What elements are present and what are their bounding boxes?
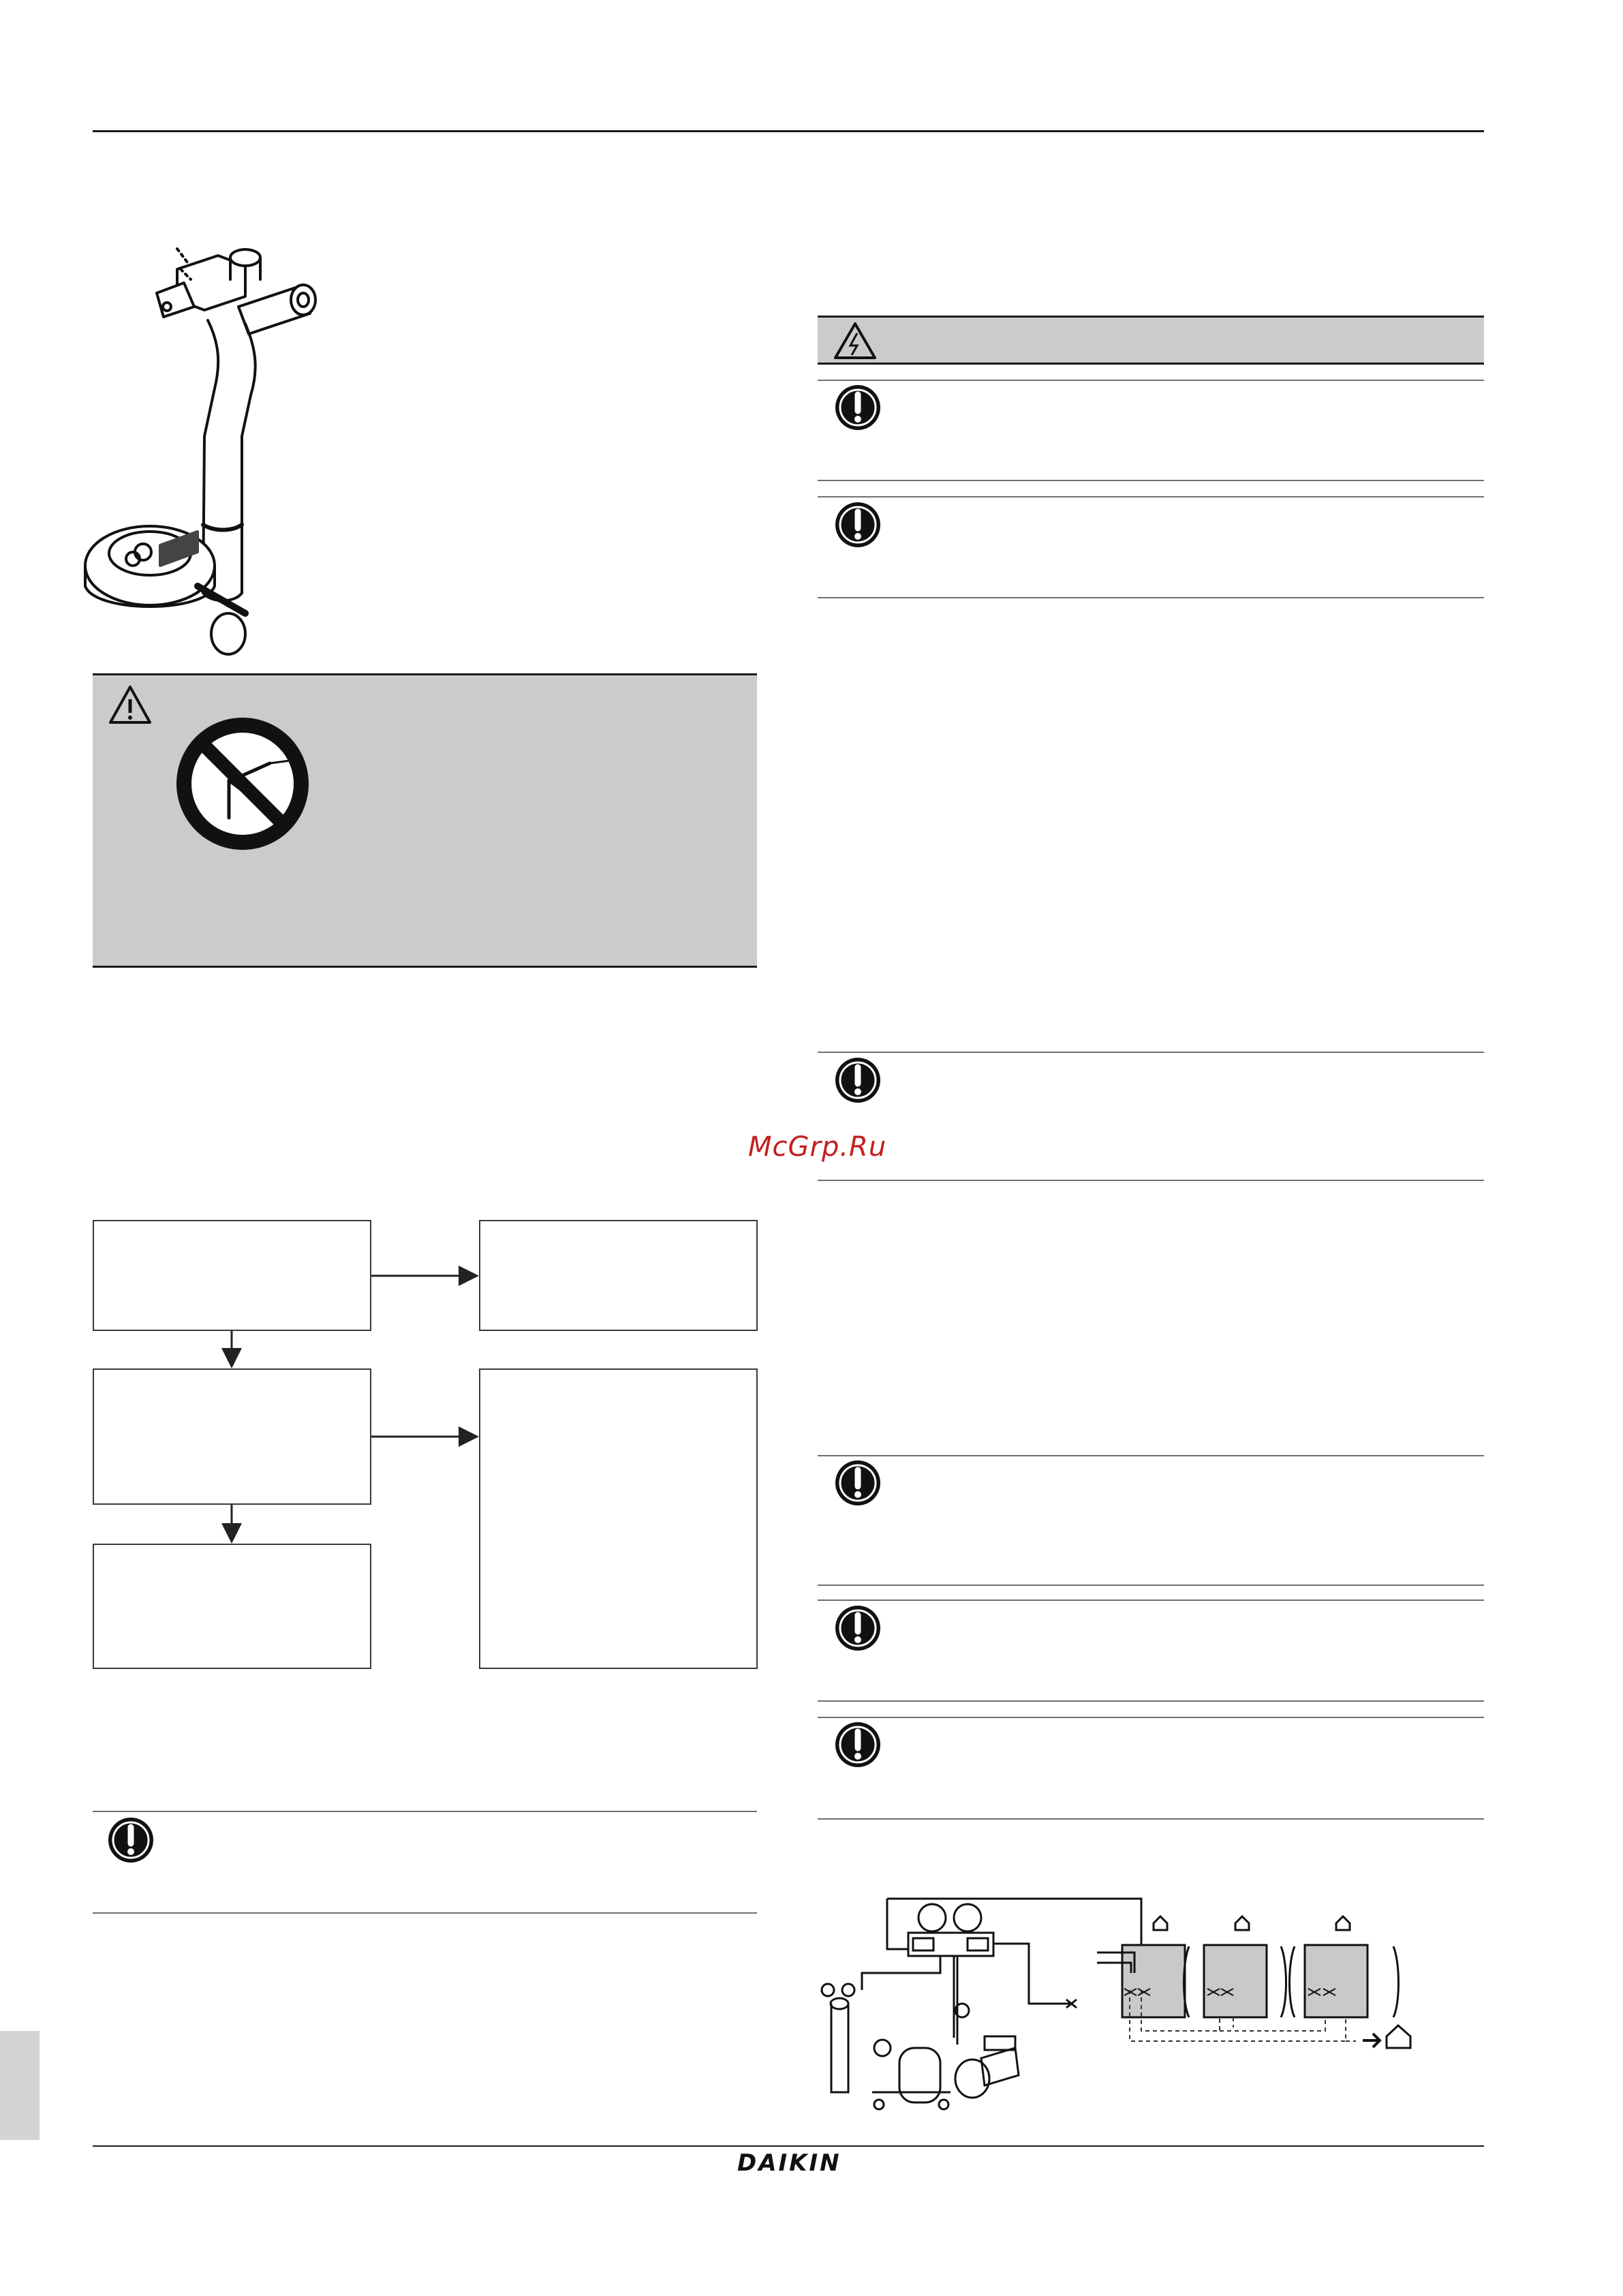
- notice-rule-4-bottom: [818, 1585, 1484, 1586]
- notice-rule-2-bottom: [818, 597, 1484, 598]
- notice-rule-1-bottom: [818, 480, 1484, 481]
- left-notice-rule-top: [93, 1811, 757, 1812]
- notice-exclamation-icon: [834, 1604, 882, 1652]
- notice-rule-6-top: [818, 1717, 1484, 1718]
- notice-exclamation-icon: [834, 1721, 882, 1769]
- notice-exclamation-icon: [107, 1816, 155, 1864]
- notice-rule-3-bottom: [818, 1180, 1484, 1181]
- notice-exclamation-icon: [834, 384, 882, 431]
- recovery-system-diagram: [811, 1888, 1451, 2113]
- hazard-bar-bottom-rule: [818, 363, 1484, 365]
- hazard-bar-top-rule: [818, 316, 1484, 318]
- notice-rule-6-bottom: [818, 1818, 1484, 1820]
- electrical-hazard-bar: [818, 316, 1484, 365]
- footer-rule: [93, 2145, 1484, 2147]
- notice-exclamation-icon: [834, 1056, 882, 1104]
- left-notice-rule-bottom: [93, 1912, 757, 1914]
- daikin-logo: DAIKIN: [737, 2149, 841, 2177]
- notice-rule-5-bottom: [818, 1700, 1484, 1702]
- watermark: McGrp.Ru: [748, 1131, 887, 1163]
- notice-rule-4-top: [818, 1455, 1484, 1456]
- notice-rule-5-top: [818, 1599, 1484, 1601]
- electrical-hazard-icon: [833, 321, 878, 361]
- notice-exclamation-icon: [834, 1459, 882, 1507]
- notice-rule-3-top: [818, 1052, 1484, 1053]
- notice-rule-2-top: [818, 496, 1484, 498]
- notice-rule-1-top: [818, 380, 1484, 381]
- section-tab: [0, 2031, 40, 2140]
- flowchart-arrows: [0, 0, 818, 1704]
- notice-exclamation-icon: [834, 501, 882, 549]
